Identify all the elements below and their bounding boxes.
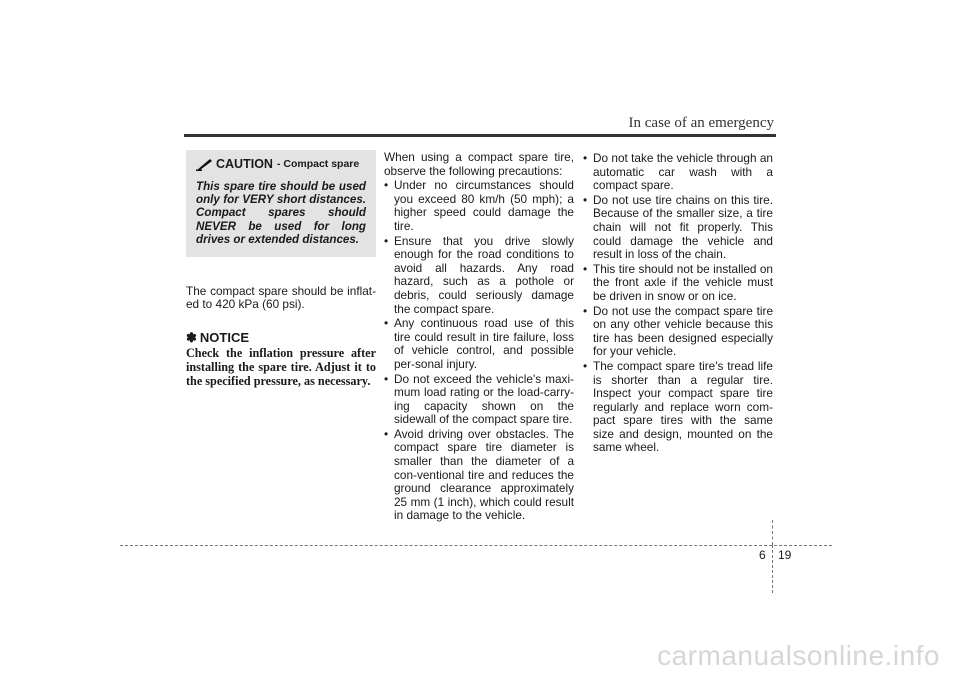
caution-title: CAUTION [216, 157, 273, 171]
list-item [384, 373, 574, 427]
list-item [384, 179, 574, 233]
header-rule [184, 134, 776, 137]
notice-title-label: NOTICE [199, 329, 250, 345]
list-item-text: This tire should not be installed on the front axle if the vehicle must be driven in snow or on ice. [593, 261, 773, 303]
footer-rule [120, 545, 832, 546]
list-item [583, 194, 773, 262]
precautions-list-continued [583, 152, 773, 455]
list-item [384, 428, 574, 523]
list-item-text: Under no circumstances should you exceed 80 km/h (50 mph); a higher speed could damage the tire. [394, 178, 574, 233]
list-item-text: The compact spare tire's tread life is shorter than a regular tire. Inspect your compact spare tire regularly and replace worn com-pact spare tires with the same size and design, mounted on the same wheel. [593, 358, 773, 455]
list-item [583, 305, 773, 359]
caution-header [196, 158, 366, 172]
list-item-text: Ensure that you drive slowly enough for the road conditions to avoid all hazards. Any road hazard, such as a pothole or debris, could seriously damage the compact spare. [394, 233, 574, 316]
column-left [186, 150, 376, 388]
watermark: carmanualsonline.info [657, 640, 940, 671]
list-item [384, 317, 574, 371]
bullet-icon: • [583, 303, 588, 318]
bullet-icon: • [384, 316, 389, 331]
inflation-text: The compact spare should be inflat-ed to 420 kPa (60 psi). [186, 283, 376, 312]
column-middle [384, 151, 574, 523]
caution-box [186, 150, 376, 257]
list-item-text: Do not exceed the vehicle's maxi-mum load rating or the load-carry-ing capacity shown on the sidewall of the compact spare tire. [394, 371, 574, 427]
pencil-icon [196, 159, 213, 171]
footer-divider-bottom [772, 545, 773, 593]
column-right [583, 151, 773, 455]
list-item-text: Do not use tire chains on this tire. Because of the smaller size, a tire chain will not fit properly. This could damage the vehicle and result in loss of the chain. [593, 192, 773, 262]
bullet-icon: • [384, 371, 389, 386]
notice-body: Check the inflation pressure after installing the spare tire. Adjust it to the specified pressure, as necessary. [186, 346, 376, 389]
list-item [384, 235, 574, 317]
precautions-list [384, 179, 574, 523]
list-item-text: Avoid driving over obstacles. The compact spare tire diameter is smaller than the diameter of a con-ventional tire and reduces the ground clearance approximately 25 mm (1 inch), which could result in damage to the vehicle. [394, 426, 574, 523]
bullet-icon: • [583, 358, 588, 373]
list-item [583, 360, 773, 455]
bullet-icon: • [583, 151, 588, 165]
bullet-icon: • [384, 178, 389, 193]
list-item-text: Do not take the vehicle through an automatic car wash with a compact spare. [593, 151, 773, 193]
notice-title [186, 331, 376, 345]
caution-body: This spare tire should be used only for VERY short distances. Compact spares should NEVER be used for long drives or extended distances. [196, 179, 366, 247]
chapter-number: 6 [759, 548, 766, 562]
list-item-text: Any continuous road use of this tire could result in tire failure, loss of vehicle control, and possible per-sonal injury. [394, 316, 574, 371]
caution-subtitle: - Compact spare [276, 158, 360, 170]
bullet-icon: • [384, 233, 389, 248]
footer-divider-top [772, 520, 773, 545]
bullet-icon: • [384, 426, 389, 441]
list-item [583, 263, 773, 304]
bullet-icon: • [583, 192, 588, 207]
precautions-intro: When using a compact spare tire, observe the following precautions: [384, 150, 574, 178]
asterisk-icon: ✽ [186, 329, 197, 345]
page-number: 19 [778, 548, 792, 562]
list-item [583, 152, 773, 193]
list-item-text: Do not use the compact spare tire on any other vehicle because this tire has been designed especially for your vehicle. [593, 303, 773, 359]
bullet-icon: • [583, 261, 588, 276]
section-title: In case of an emergency [628, 115, 774, 131]
